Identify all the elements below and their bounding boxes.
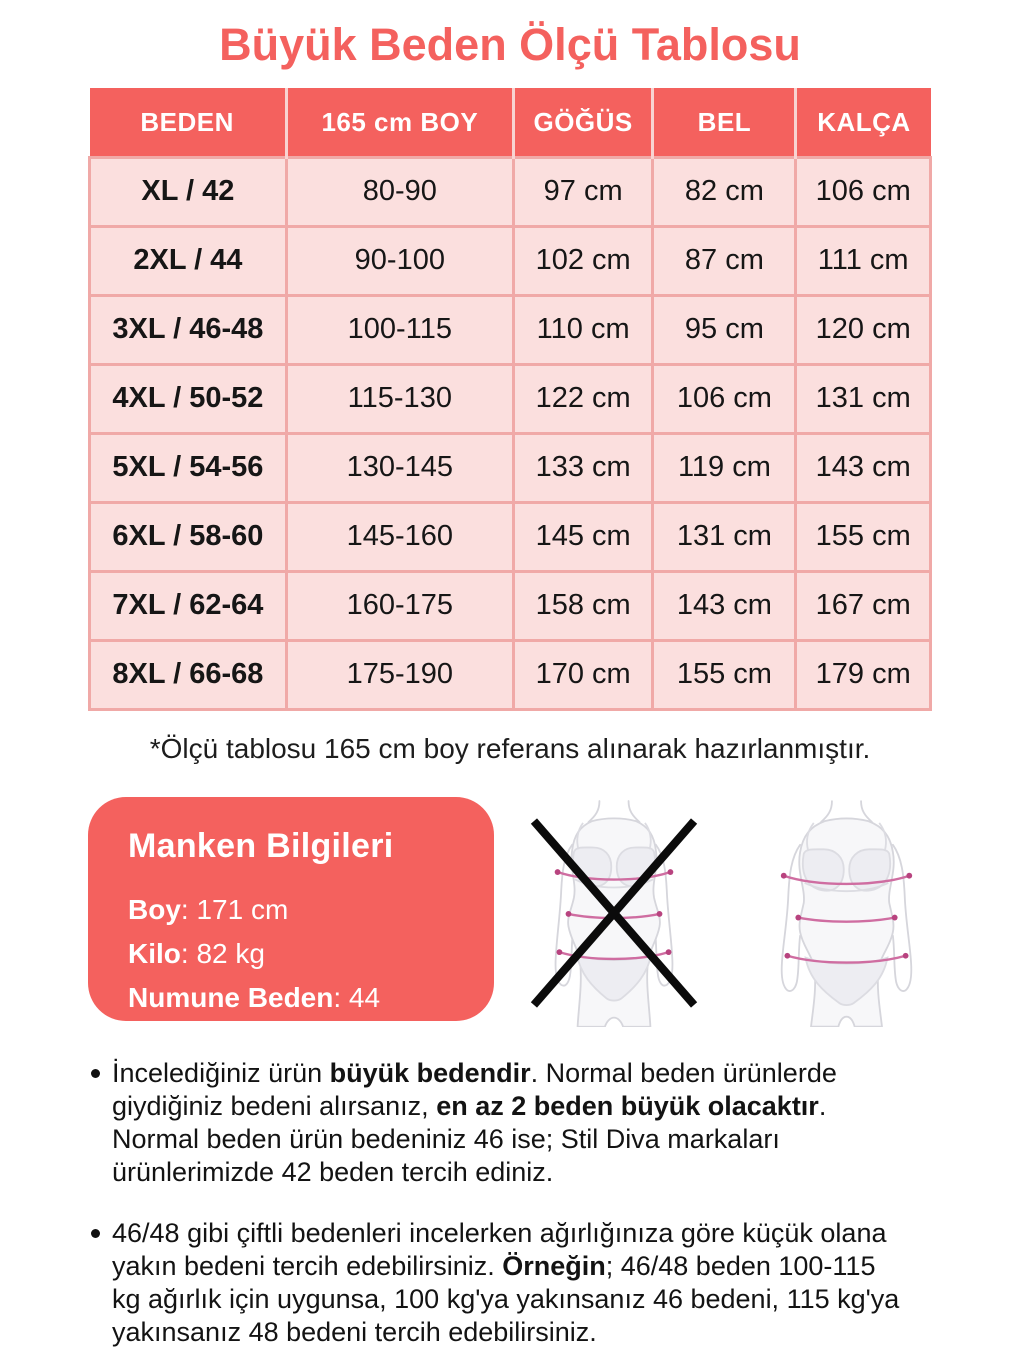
column-header: GÖĞÜS: [513, 88, 653, 157]
model-field-label: Kilo: [128, 937, 181, 969]
measure-value-cell: 87 cm: [653, 226, 796, 295]
bold-text-segment: Örneğin: [502, 1250, 606, 1281]
text-segment: İncelediğiniz ürün: [112, 1057, 330, 1088]
model-field-label: Boy: [128, 893, 181, 925]
measure-value-cell: 111 cm: [796, 226, 931, 295]
measure-value-cell: 102 cm: [513, 226, 653, 295]
size-label-cell: 2XL / 44: [90, 226, 287, 295]
column-header: KALÇA: [796, 88, 931, 157]
model-info-field: [128, 888, 456, 932]
measure-value-cell: 100-115: [286, 295, 513, 364]
slim-figure-crossed-icon: [523, 799, 705, 1027]
measure-value-cell: 133 cm: [513, 433, 653, 502]
table-row: [90, 433, 931, 502]
size-chart-table: [88, 88, 932, 711]
column-header: 165 cm BOY: [286, 88, 513, 157]
size-chart-header-row: [90, 88, 931, 157]
measure-value-cell: 145 cm: [513, 502, 653, 571]
table-row: [90, 640, 931, 709]
measure-value-cell: 155 cm: [653, 640, 796, 709]
measure-value-cell: 175-190: [286, 640, 513, 709]
column-header: BEL: [653, 88, 796, 157]
reference-note: *Ölçü tablosu 165 cm boy referans alınarak hazırlanmıştır.: [149, 732, 871, 764]
table-row: [90, 571, 931, 640]
sizing-note-item: [88, 1057, 910, 1189]
measure-value-cell: 131 cm: [653, 502, 796, 571]
measure-value-cell: 143 cm: [653, 571, 796, 640]
table-row: [90, 364, 931, 433]
measure-value-cell: 110 cm: [513, 295, 653, 364]
measure-value-cell: 145-160: [286, 502, 513, 571]
model-field-value: : 171 cm: [180, 893, 289, 925]
model-field-value: : 82 kg: [180, 937, 265, 969]
measure-value-cell: 160-175: [286, 571, 513, 640]
size-label-cell: 4XL / 50-52: [90, 364, 287, 433]
size-label-cell: 8XL / 66-68: [90, 640, 287, 709]
measure-value-cell: 90-100: [286, 226, 513, 295]
text-segment: ; 46/48 beden 100-115 kg ağırlık için uygunsa, 100 kg'ya yakınsanız 46 bedeni, 115 kg'ya yakınsanız 48 bedeni tercih edebilirsiniz.: [112, 1250, 900, 1347]
sizing-notes-list: [88, 1057, 910, 1349]
table-row: [90, 502, 931, 571]
measure-value-cell: 80-90: [286, 157, 513, 226]
measure-value-cell: 97 cm: [513, 157, 653, 226]
model-info-field: [128, 976, 456, 1020]
sizing-note-item: [88, 1217, 910, 1349]
measure-value-cell: 179 cm: [796, 640, 931, 709]
text-segment: . Normal beden ürün bedeniniz 46 ise; Stil Diva markaları ürünlerimizde 42 beden tercih ediniz.: [112, 1090, 827, 1187]
text-segment: . Normal beden ürünlerde giydiğiniz bedeni alırsanız,: [112, 1057, 837, 1121]
measure-value-cell: 119 cm: [653, 433, 796, 502]
model-info-card: [88, 797, 494, 1021]
measure-value-cell: 120 cm: [796, 295, 931, 364]
measure-value-cell: 130-145: [286, 433, 513, 502]
measure-value-cell: 106 cm: [796, 157, 931, 226]
page-title: Büyük Beden Ölçü Tablosu: [219, 19, 801, 70]
measure-value-cell: 155 cm: [796, 502, 931, 571]
measure-value-cell: 95 cm: [653, 295, 796, 364]
model-info-title: Manken Bilgileri: [128, 826, 394, 865]
measure-value-cell: 143 cm: [796, 433, 931, 502]
measure-value-cell: 82 cm: [653, 157, 796, 226]
table-row: [90, 295, 931, 364]
model-info-field: [128, 932, 456, 976]
model-field-value: : 44: [333, 981, 381, 1013]
model-info-fields: [128, 888, 456, 1020]
text-segment: 46/48 gibi çiftli bedenleri incelerken ağırlığınıza göre küçük olana yakın bedeni tercih edebilirsiniz.: [112, 1217, 887, 1281]
size-label-cell: 7XL / 62-64: [90, 571, 287, 640]
measure-value-cell: 170 cm: [513, 640, 653, 709]
size-label-cell: XL / 42: [90, 157, 287, 226]
table-row: [90, 157, 931, 226]
measure-value-cell: 158 cm: [513, 571, 653, 640]
measure-value-cell: 115-130: [286, 364, 513, 433]
model-info-section: [88, 791, 970, 1027]
size-label-cell: 5XL / 54-56: [90, 433, 287, 502]
measure-value-cell: 167 cm: [796, 571, 931, 640]
measure-value-cell: 122 cm: [513, 364, 653, 433]
measurement-figures: [494, 791, 970, 1027]
plus-figure-measured-icon: [751, 799, 942, 1027]
measure-value-cell: 131 cm: [796, 364, 931, 433]
model-field-label: Numune Beden: [128, 981, 334, 1013]
column-header: BEDEN: [90, 88, 287, 157]
size-label-cell: 3XL / 46-48: [90, 295, 287, 364]
bold-text-segment: büyük bedendir: [329, 1057, 531, 1088]
table-row: [90, 226, 931, 295]
size-chart-body: [90, 157, 931, 709]
measure-value-cell: 106 cm: [653, 364, 796, 433]
bold-text-segment: en az 2 beden büyük olacaktır: [436, 1090, 819, 1121]
size-label-cell: 6XL / 58-60: [90, 502, 287, 571]
